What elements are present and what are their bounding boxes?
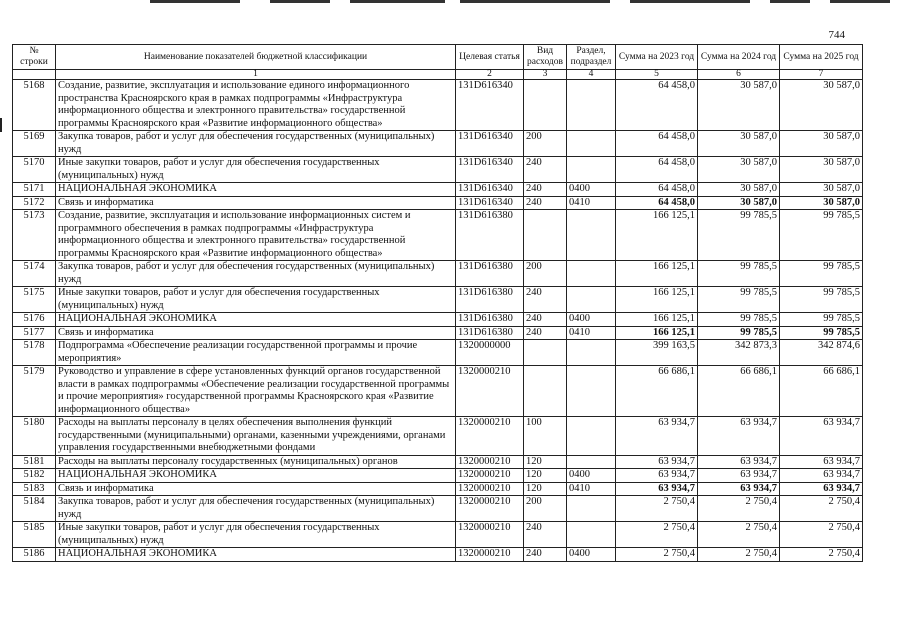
row-number: 5174 [13,261,56,287]
row-name: Иные закупки товаров, работ и услуг для обеспечения государственных (муниципальных) нужд [56,287,456,313]
row-sum-2024: 30 587,0 [698,131,780,157]
row-number: 5182 [13,469,56,483]
column-number: 6 [698,70,780,80]
row-number: 5185 [13,522,56,548]
row-target: 131D616340 [456,131,524,157]
table-row [13,469,863,483]
row-section [567,210,616,261]
row-section [567,496,616,522]
row-expense-type: 120 [524,455,567,469]
row-number: 5180 [13,417,56,456]
row-sum-2023: 399 163,5 [616,340,698,366]
row-sum-2024: 63 934,7 [698,469,780,483]
row-target: 131D616380 [456,313,524,327]
row-name: Руководство и управление в сфере установленных функций органов государственной власти в рамках подпрограммы «Обеспечение реализации государственной программы и прочие мероприятия» государственной программы Красноярского края «Развитие информационного общества» [56,366,456,417]
row-sum-2025: 2 750,4 [780,522,863,548]
row-section: 0400 [567,469,616,483]
row-sum-2023: 64 458,0 [616,157,698,183]
row-expense-type: 200 [524,496,567,522]
row-sum-2023: 2 750,4 [616,496,698,522]
row-expense-type [524,210,567,261]
row-expense-type [524,80,567,131]
row-name: Подпрограмма «Обеспечение реализации государственной программы и прочие мероприятия» [56,340,456,366]
row-target: 131D616340 [456,80,524,131]
header-target: Целевая статья [456,45,524,70]
row-sum-2023: 166 125,1 [616,210,698,261]
row-target: 1320000210 [456,496,524,522]
row-sum-2023: 166 125,1 [616,287,698,313]
row-number: 5184 [13,496,56,522]
row-section [567,157,616,183]
row-sum-2024: 30 587,0 [698,157,780,183]
row-sum-2025: 2 750,4 [780,496,863,522]
header-sum-2024: Сумма на 2024 год [698,45,780,70]
row-sum-2023: 166 125,1 [616,261,698,287]
row-expense-type: 200 [524,131,567,157]
budget-table [12,44,863,562]
row-sum-2024: 99 785,5 [698,326,780,340]
row-section [567,522,616,548]
row-section [567,417,616,456]
header-row [13,45,863,70]
row-target: 1320000000 [456,340,524,366]
row-expense-type: 240 [524,287,567,313]
row-sum-2025: 99 785,5 [780,261,863,287]
row-section [567,261,616,287]
header-sum-2023: Сумма на 2023 год [616,45,698,70]
row-expense-type [524,340,567,366]
row-number: 5181 [13,455,56,469]
row-sum-2025: 30 587,0 [780,183,863,197]
row-section: 0400 [567,183,616,197]
row-section [567,287,616,313]
table-row [13,313,863,327]
row-number: 5170 [13,157,56,183]
row-number: 5172 [13,196,56,210]
row-target: 131D616380 [456,287,524,313]
row-sum-2025: 66 686,1 [780,366,863,417]
row-number: 5179 [13,366,56,417]
row-sum-2025: 99 785,5 [780,326,863,340]
row-target: 131D616340 [456,196,524,210]
row-sum-2023: 63 934,7 [616,417,698,456]
row-expense-type: 240 [524,326,567,340]
row-name: НАЦИОНАЛЬНАЯ ЭКОНОМИКА [56,313,456,327]
column-number: 2 [456,70,524,80]
row-sum-2024: 2 750,4 [698,496,780,522]
row-expense-type: 100 [524,417,567,456]
row-name: Расходы на выплаты персоналу государственных (муниципальных) органов [56,455,456,469]
table-row [13,80,863,131]
row-sum-2025: 342 874,6 [780,340,863,366]
row-sum-2024: 2 750,4 [698,548,780,562]
row-name: Расходы на выплаты персоналу в целях обеспечения выполнения функций государственными (муниципальными) органами, казенными учреждениями, органами управления государственными внебюджетными фондами [56,417,456,456]
header-row-no: № строки [13,45,56,70]
table-row [13,131,863,157]
header-name: Наименование показателей бюджетной классификации [56,45,456,70]
row-target: 131D616380 [456,210,524,261]
row-expense-type [524,366,567,417]
row-sum-2025: 30 587,0 [780,131,863,157]
row-sum-2025: 99 785,5 [780,287,863,313]
row-name: Иные закупки товаров, работ и услуг для обеспечения государственных (муниципальных) нужд [56,522,456,548]
row-sum-2025: 63 934,7 [780,417,863,456]
row-expense-type: 240 [524,157,567,183]
row-sum-2025: 63 934,7 [780,482,863,496]
row-sum-2025: 30 587,0 [780,157,863,183]
row-name: Иные закупки товаров, работ и услуг для обеспечения государственных (муниципальных) нужд [56,157,456,183]
row-sum-2025: 63 934,7 [780,469,863,483]
row-name: Связь и информатика [56,326,456,340]
row-target: 1320000210 [456,455,524,469]
column-number: 7 [780,70,863,80]
row-sum-2023: 63 934,7 [616,482,698,496]
table-row [13,210,863,261]
row-target: 1320000210 [456,482,524,496]
top-edge-marks [150,0,905,4]
row-expense-type: 240 [524,196,567,210]
row-sum-2024: 99 785,5 [698,261,780,287]
row-section [567,131,616,157]
table-row [13,548,863,562]
table-row [13,522,863,548]
row-expense-type: 200 [524,261,567,287]
row-name: Закупка товаров, работ и услуг для обеспечения государственных (муниципальных) нужд [56,261,456,287]
row-sum-2025: 63 934,7 [780,455,863,469]
row-target: 1320000210 [456,469,524,483]
table-row [13,196,863,210]
row-section: 0410 [567,482,616,496]
table-row [13,183,863,197]
row-sum-2023: 166 125,1 [616,326,698,340]
row-sum-2024: 30 587,0 [698,183,780,197]
row-number: 5177 [13,326,56,340]
row-number: 5183 [13,482,56,496]
row-target: 131D616340 [456,183,524,197]
row-target: 1320000210 [456,417,524,456]
row-number: 5176 [13,313,56,327]
row-expense-type: 120 [524,469,567,483]
row-sum-2024: 99 785,5 [698,313,780,327]
row-name: Создание, развитие, эксплуатация и использование информационных систем и программного обеспечения в рамках подпрограммы «Инфраструктура информационного общества и электронного правительства» государственной программы Красноярского края «Развитие информационного общества» [56,210,456,261]
row-name: Связь и информатика [56,482,456,496]
table-row [13,496,863,522]
page-number: 744 [828,29,845,41]
row-sum-2023: 64 458,0 [616,196,698,210]
table-row [13,340,863,366]
row-sum-2024: 99 785,5 [698,210,780,261]
row-target: 131D616340 [456,157,524,183]
row-number: 5173 [13,210,56,261]
row-sum-2024: 342 873,3 [698,340,780,366]
row-section [567,80,616,131]
row-number: 5168 [13,80,56,131]
row-target: 1320000210 [456,522,524,548]
row-sum-2025: 99 785,5 [780,313,863,327]
row-name: Связь и информатика [56,196,456,210]
row-expense-type: 240 [524,548,567,562]
row-sum-2024: 30 587,0 [698,196,780,210]
row-expense-type: 240 [524,522,567,548]
row-section [567,366,616,417]
row-name: НАЦИОНАЛЬНАЯ ЭКОНОМИКА [56,469,456,483]
table-row [13,287,863,313]
row-target: 1320000210 [456,548,524,562]
row-section [567,455,616,469]
row-name: Закупка товаров, работ и услуг для обеспечения государственных (муниципальных) нужд [56,496,456,522]
row-name: Создание, развитие, эксплуатация и использование единого информационного пространства Красноярского края в рамках подпрограммы «Инфраструктура информационного общества и электронного правительства» государственной программы Красноярского края «Развитие информационного общества» [56,80,456,131]
table-row [13,455,863,469]
row-sum-2024: 99 785,5 [698,287,780,313]
row-sum-2025: 30 587,0 [780,196,863,210]
row-name: НАЦИОНАЛЬНАЯ ЭКОНОМИКА [56,183,456,197]
row-expense-type: 240 [524,313,567,327]
row-expense-type: 240 [524,183,567,197]
row-name: НАЦИОНАЛЬНАЯ ЭКОНОМИКА [56,548,456,562]
column-number-row [13,70,863,80]
row-sum-2023: 64 458,0 [616,131,698,157]
table-row [13,326,863,340]
row-sum-2024: 63 934,7 [698,417,780,456]
column-number: 3 [524,70,567,80]
row-target: 1320000210 [456,366,524,417]
row-sum-2023: 64 458,0 [616,183,698,197]
row-sum-2023: 63 934,7 [616,469,698,483]
row-sum-2023: 2 750,4 [616,548,698,562]
header-section: Раздел, подраздел [567,45,616,70]
row-number: 5175 [13,287,56,313]
row-sum-2023: 64 458,0 [616,80,698,131]
column-number: 5 [616,70,698,80]
row-sum-2024: 66 686,1 [698,366,780,417]
row-sum-2023: 2 750,4 [616,522,698,548]
header-sum-2025: Сумма на 2025 год [780,45,863,70]
row-sum-2024: 2 750,4 [698,522,780,548]
row-target: 131D616380 [456,326,524,340]
row-number: 5178 [13,340,56,366]
table-row [13,261,863,287]
table-row [13,366,863,417]
row-sum-2023: 63 934,7 [616,455,698,469]
table-row [13,157,863,183]
row-sum-2024: 30 587,0 [698,80,780,131]
row-number: 5169 [13,131,56,157]
row-sum-2023: 166 125,1 [616,313,698,327]
table-row [13,417,863,456]
row-sum-2024: 63 934,7 [698,455,780,469]
row-number: 5171 [13,183,56,197]
row-section: 0400 [567,548,616,562]
table-body [13,80,863,562]
row-sum-2023: 66 686,1 [616,366,698,417]
row-name: Закупка товаров, работ и услуг для обеспечения государственных (муниципальных) нужд [56,131,456,157]
column-number: 4 [567,70,616,80]
column-number: 1 [56,70,456,80]
row-sum-2025: 99 785,5 [780,210,863,261]
left-edge-mark [0,118,2,132]
header-expense-type: Вид расходов [524,45,567,70]
table-row [13,482,863,496]
row-section [567,340,616,366]
row-target: 131D616380 [456,261,524,287]
row-sum-2024: 63 934,7 [698,482,780,496]
row-section: 0410 [567,196,616,210]
row-expense-type: 120 [524,482,567,496]
row-section: 0400 [567,313,616,327]
row-number: 5186 [13,548,56,562]
row-section: 0410 [567,326,616,340]
column-number [13,70,56,80]
row-sum-2025: 30 587,0 [780,80,863,131]
row-sum-2025: 2 750,4 [780,548,863,562]
